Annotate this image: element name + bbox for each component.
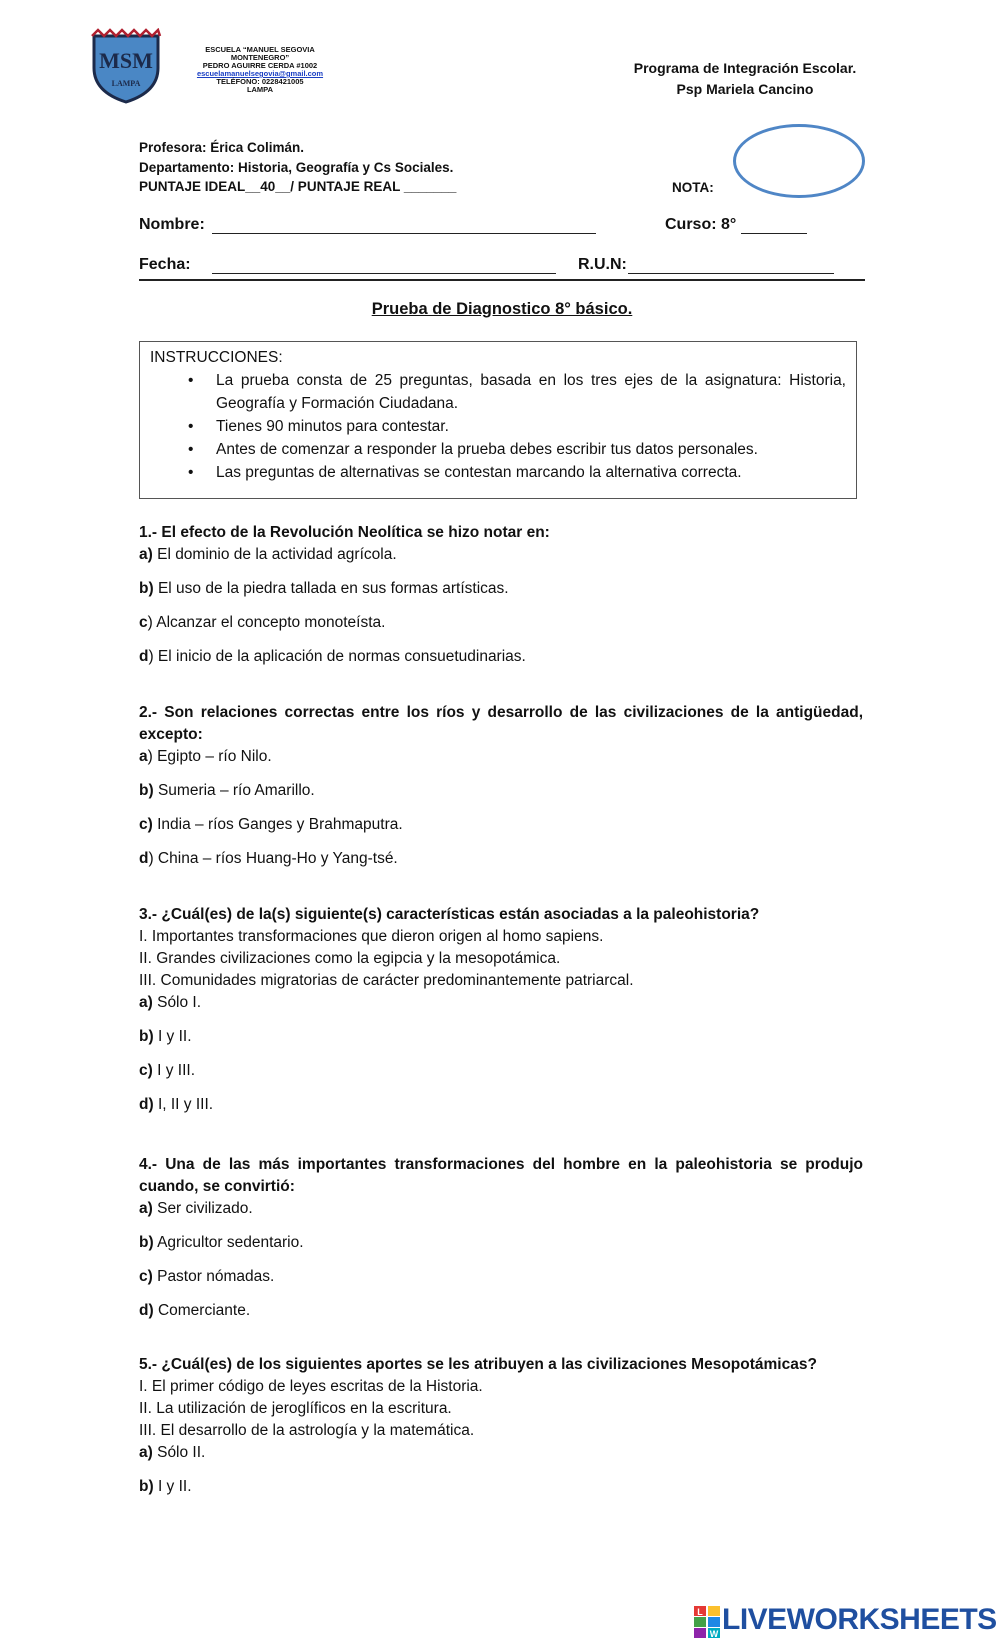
teacher-name: Profesora: Érica Colimán. [139, 140, 305, 155]
instruction-item: • La prueba consta de 25 preguntas, basada en los tres ejes de la asignatura: Historia, Geografía y Formación Ciudadana. [216, 369, 846, 415]
grade-label: NOTA: [672, 180, 714, 195]
option-text: Sumeria – río Amarillo. [153, 782, 315, 799]
statement: II. Grandes civilizaciones como la egipcia y la mesopotámica. [139, 950, 561, 967]
course-label: Curso: 8° [665, 216, 737, 233]
liveworksheets-icon [694, 1606, 720, 1638]
school-email-link[interactable]: escuelamanuelsegovia@gmail.com [196, 69, 324, 78]
statement: II. La utilización de jeroglíficos en la escritura. [139, 1400, 452, 1417]
course-field[interactable] [741, 233, 807, 234]
option-d[interactable] [139, 848, 863, 870]
instruction-item: • Tienes 90 minutos para contestar. [216, 415, 846, 438]
question-2 [139, 702, 863, 870]
school-phone: TELÉFONO: 0228421005 [216, 77, 304, 86]
option-b[interactable] [139, 1476, 863, 1498]
option-c[interactable] [139, 612, 863, 634]
grade-oval[interactable] [733, 124, 865, 198]
logo-monogram: MSM [99, 48, 153, 73]
option-letter: a) [139, 1444, 153, 1461]
logo-letter: L [697, 1607, 703, 1617]
option-letter: c [139, 614, 148, 631]
header-divider [139, 279, 865, 281]
option-letter: a [139, 748, 148, 765]
date-label: Fecha: [139, 256, 191, 273]
option-c[interactable] [139, 1060, 863, 1082]
option-letter: b) [139, 782, 154, 799]
question-5 [139, 1354, 863, 1498]
statement: I. El primer código de leyes escritas de la Historia. [139, 1378, 483, 1395]
option-c[interactable] [139, 814, 863, 836]
name-label: Nombre: [139, 216, 205, 233]
option-text: ) El inicio de la aplicación de normas consuetudinarias. [148, 648, 526, 665]
option-text: ) Egipto – río Nilo. [147, 748, 272, 765]
option-b[interactable] [139, 1232, 863, 1254]
run-field[interactable] [628, 273, 834, 274]
option-a[interactable] [139, 1442, 863, 1464]
statement: III. Comunidades migratorias de carácter predominantemente patriarcal. [139, 972, 634, 989]
statement: I. Importantes transformaciones que dieron origen al homo sapiens. [139, 928, 604, 945]
instructions-box [139, 341, 857, 499]
logo-letter: W [709, 1629, 719, 1638]
school-line: PEDRO AGUIRRE CERDA #1002 [202, 61, 318, 70]
option-text: I y II. [153, 1028, 192, 1045]
option-letter: a) [139, 546, 153, 563]
option-letter: b) [139, 1028, 154, 1045]
option-c[interactable] [139, 1266, 863, 1288]
score-line: PUNTAJE IDEAL__40__/ PUNTAJE REAL _______ [139, 179, 457, 194]
question-text: 3.- ¿Cuál(es) de la(s) siguiente(s) características están asociadas a la paleohistoria? [139, 906, 760, 923]
date-field[interactable] [212, 273, 556, 274]
school-city: LAMPA [246, 85, 274, 94]
option-text: Comerciante. [153, 1302, 251, 1319]
school-info [180, 46, 340, 94]
option-a[interactable] [139, 1198, 863, 1220]
option-letter: b) [139, 1478, 154, 1495]
option-d[interactable] [139, 1094, 863, 1116]
instruction-item: • Antes de comenzar a responder la prueba debes escribir tus datos personales. [216, 438, 846, 461]
school-line: MONTENEGRO” [230, 53, 290, 62]
option-text: ) China – ríos Huang-Ho y Yang-tsé. [148, 850, 398, 867]
question-text: 5.- ¿Cuál(es) de los siguientes aportes se les atribuyen a las civilizaciones Mesopotámicas? [139, 1356, 817, 1373]
program-block [600, 58, 890, 100]
option-text: ) Alcanzar el concepto monoteísta. [147, 614, 386, 631]
page-title: Prueba de Diagnostico 8° básico. [371, 300, 633, 318]
instruction-item: • Las preguntas de alternativas se contestan marcando la alternativa correcta. [216, 461, 846, 484]
question-text: 1.- El efecto de la Revolución Neolítica se hizo notar en: [139, 524, 550, 541]
option-text: Sólo I. [152, 994, 202, 1011]
psp-name: Psp Mariela Cancino [676, 81, 814, 97]
option-a[interactable] [139, 992, 863, 1014]
option-letter: b) [139, 580, 154, 597]
option-text: Sólo II. [152, 1444, 206, 1461]
option-text: Agricultor sedentario. [153, 1234, 304, 1251]
option-letter: c) [139, 1062, 153, 1079]
option-text: I y III. [152, 1062, 195, 1079]
question-1 [139, 522, 863, 668]
option-text: I, II y III. [153, 1096, 214, 1113]
department: Departamento: Historia, Geografía y Cs Sociales. [139, 160, 454, 175]
option-text: Ser civilizado. [152, 1200, 253, 1217]
school-logo [88, 28, 164, 104]
option-d[interactable] [139, 1300, 863, 1322]
liveworksheets-brand[interactable]: LIVEWORKSHEETS [722, 1603, 997, 1636]
option-text: Pastor nómadas. [152, 1268, 275, 1285]
school-line: ESCUELA “MANUEL SEGOVIA [205, 45, 315, 54]
instructions-heading: INSTRUCCIONES: [150, 349, 283, 366]
option-text: India – ríos Ganges y Brahmaputra. [152, 816, 403, 833]
option-letter: a) [139, 1200, 153, 1217]
option-text: El uso de la piedra tallada en sus formas artísticas. [153, 580, 509, 597]
option-b[interactable] [139, 780, 863, 802]
option-a[interactable] [139, 544, 863, 566]
option-a[interactable] [139, 746, 863, 768]
option-b[interactable] [139, 578, 863, 600]
option-letter: a) [139, 994, 153, 1011]
option-letter: d) [139, 1302, 154, 1319]
statement: III. El desarrollo de la astrología y la matemática. [139, 1422, 475, 1439]
name-field[interactable] [212, 233, 596, 234]
option-letter: d [139, 648, 149, 665]
option-letter: c) [139, 816, 153, 833]
logo-city: LAMPA [111, 79, 141, 88]
option-text: I y II. [153, 1478, 192, 1495]
question-4 [139, 1154, 863, 1322]
option-letter: d) [139, 1096, 154, 1113]
program-name: Programa de Integración Escolar. [633, 60, 857, 76]
option-letter: b) [139, 1234, 154, 1251]
question-3 [139, 904, 863, 1116]
option-letter: d [139, 850, 149, 867]
option-d[interactable] [139, 646, 863, 668]
option-b[interactable] [139, 1026, 863, 1048]
option-text: El dominio de la actividad agrícola. [152, 546, 397, 563]
run-label: R.U.N: [578, 256, 627, 273]
option-letter: c) [139, 1268, 153, 1285]
instructions-list [150, 369, 846, 484]
question-text: 2.- Son relaciones correctas entre los ríos y desarrollo de las civilizaciones de la antigüedad, excepto: [139, 704, 863, 743]
question-text: 4.- Una de las más importantes transformaciones del hombre en la paleohistoria se produjo cuando, se convirtió: [139, 1156, 863, 1195]
